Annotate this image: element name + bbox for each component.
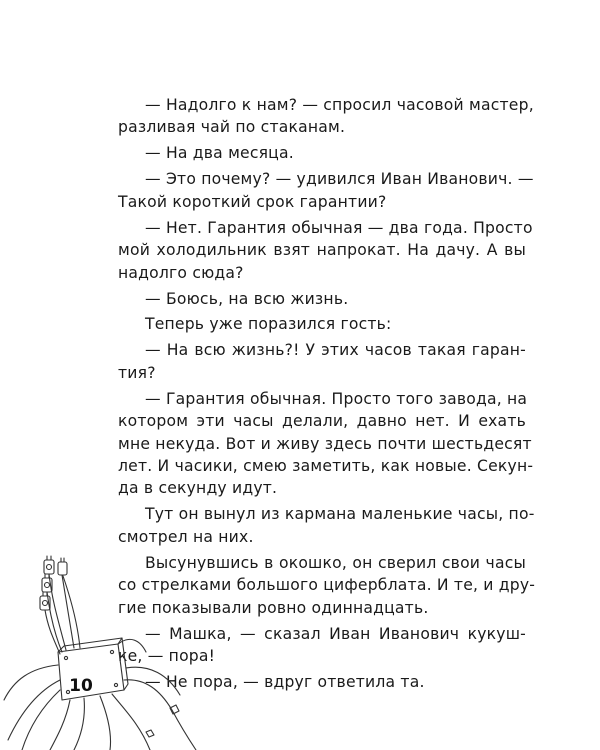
text-line: да в секунду идут.	[118, 479, 278, 498]
plug-icon	[58, 558, 67, 575]
text-line: со стрелками большого циферблата. И те, и дру-	[118, 576, 536, 595]
page-number: 10	[69, 676, 93, 696]
text-line: — Машка, — сказал Иван Иванович кукуш-	[145, 624, 526, 643]
text-line: гие показывали ровно одиннадцать.	[118, 598, 429, 617]
text-line: Тут он вынул из кармана маленькие часы, по-	[145, 505, 535, 524]
text-line: — Не пора, — вдруг ответила та.	[145, 672, 425, 691]
text-line: мне некуда. Вот и живу здесь почти шестьдесят	[118, 434, 532, 453]
text-line: тия?	[118, 363, 156, 382]
text-line: котором эти часы делали, давно нет. И ехать	[118, 412, 526, 431]
text-line: лет. И часики, смею заметить, как новые. Секун-	[118, 457, 534, 476]
text-line: Теперь уже поразился гость:	[145, 315, 392, 334]
text-line: Высунувшись в окошко, он сверил свои часы	[145, 553, 526, 572]
text-line: — На два месяца.	[145, 144, 294, 163]
text-line: смотрел на них.	[118, 527, 254, 546]
text-line: ке, — пора!	[118, 646, 216, 665]
text-line: разливая чай по стаканам.	[118, 118, 346, 137]
text-line: — Это почему? — удивился Иван Иванович. —	[145, 170, 534, 189]
text-line: — Надолго к нам? — спросил часовой мастер,	[145, 96, 534, 114]
text-line: надолго сюда?	[118, 263, 244, 282]
wire-box-illustration	[0, 540, 230, 750]
text-line: — Нет. Гарантия обычная — два года. Просто	[145, 218, 533, 237]
text-line: Такой короткий срок гарантии?	[118, 192, 387, 211]
text-line: — Гарантия обычная. Просто того завода, на	[145, 389, 528, 408]
text-line: — Боюсь, на всю жизнь.	[145, 289, 349, 308]
text-line: мой холодильник взят напрокат. На дачу. А вы	[118, 241, 526, 260]
text-line: — На всю жизнь?! У этих часов такая гаран-	[145, 341, 526, 360]
plug-icon	[44, 556, 54, 574]
